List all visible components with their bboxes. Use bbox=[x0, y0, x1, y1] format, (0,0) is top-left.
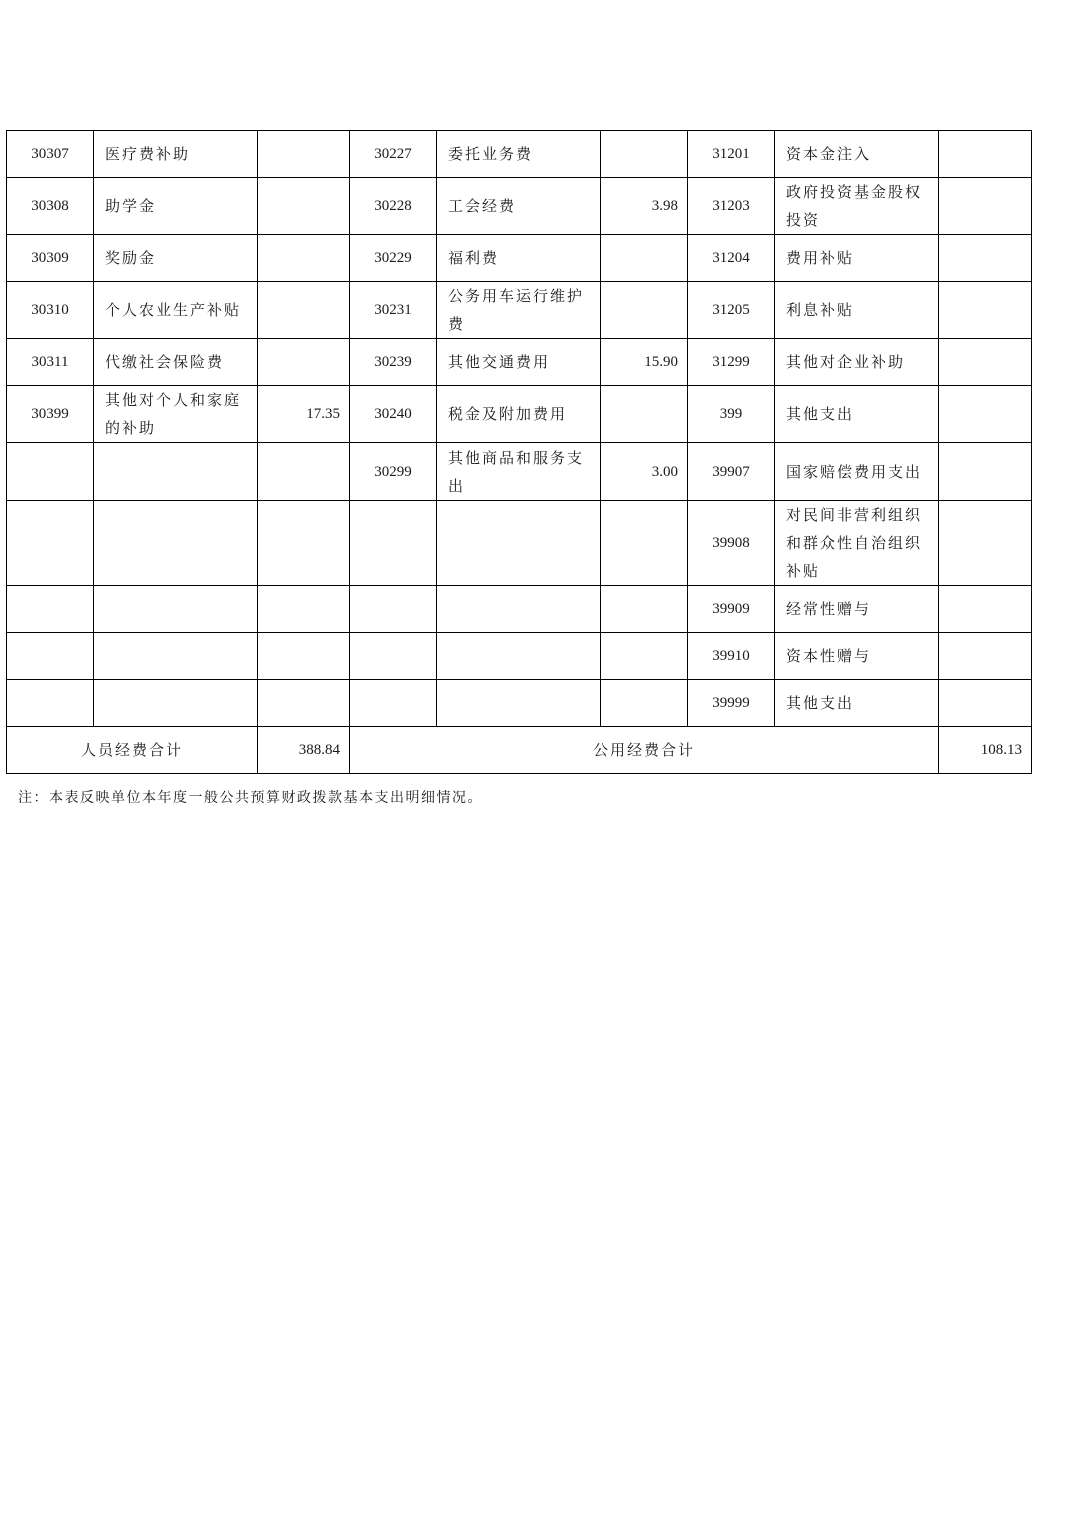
code-2: 30299 bbox=[350, 443, 437, 501]
amount-1 bbox=[258, 131, 350, 178]
amount-3 bbox=[939, 501, 1032, 586]
amount-1 bbox=[258, 235, 350, 282]
name-3: 其他支出 bbox=[775, 386, 939, 443]
public-total-label: 公用经费合计 bbox=[350, 727, 939, 774]
amount-2 bbox=[601, 131, 688, 178]
table-note: 注：本表反映单位本年度一般公共预算财政拨款基本支出明细情况。 bbox=[18, 790, 483, 806]
amount-2: 3.00 bbox=[601, 443, 688, 501]
table-row bbox=[7, 443, 1032, 501]
name-3: 国家赔偿费用支出 bbox=[775, 443, 939, 501]
name-1: 代缴社会保险费 bbox=[94, 339, 258, 386]
amount-2 bbox=[601, 386, 688, 443]
name-3: 利息补贴 bbox=[775, 282, 939, 339]
name-2: 公务用车运行维护费 bbox=[437, 282, 601, 339]
code-1 bbox=[7, 680, 94, 727]
code-2: 30239 bbox=[350, 339, 437, 386]
code-3: 399 bbox=[688, 386, 775, 443]
code-1 bbox=[7, 633, 94, 680]
name-2: 工会经费 bbox=[437, 178, 601, 235]
amount-3 bbox=[939, 680, 1032, 727]
amount-3 bbox=[939, 131, 1032, 178]
code-2 bbox=[350, 501, 437, 586]
amount-2: 15.90 bbox=[601, 339, 688, 386]
name-3: 经常性赠与 bbox=[775, 586, 939, 633]
amount-3 bbox=[939, 386, 1032, 443]
code-3: 39910 bbox=[688, 633, 775, 680]
name-1 bbox=[94, 443, 258, 501]
table-row bbox=[7, 282, 1032, 339]
table-row bbox=[7, 386, 1032, 443]
amount-3 bbox=[939, 443, 1032, 501]
code-3: 39909 bbox=[688, 586, 775, 633]
name-2 bbox=[437, 680, 601, 727]
code-1: 30309 bbox=[7, 235, 94, 282]
name-2: 其他交通费用 bbox=[437, 339, 601, 386]
table-row bbox=[7, 178, 1032, 235]
code-1 bbox=[7, 443, 94, 501]
code-3: 31299 bbox=[688, 339, 775, 386]
code-2: 30228 bbox=[350, 178, 437, 235]
name-1: 个人农业生产补贴 bbox=[94, 282, 258, 339]
name-1 bbox=[94, 586, 258, 633]
amount-1 bbox=[258, 282, 350, 339]
name-2: 税金及附加费用 bbox=[437, 386, 601, 443]
code-2 bbox=[350, 586, 437, 633]
table-row bbox=[7, 633, 1032, 680]
code-2: 30240 bbox=[350, 386, 437, 443]
code-1: 30311 bbox=[7, 339, 94, 386]
name-3: 资本金注入 bbox=[775, 131, 939, 178]
totals-row bbox=[7, 727, 1032, 774]
table-row bbox=[7, 235, 1032, 282]
name-2 bbox=[437, 501, 601, 586]
amount-2 bbox=[601, 282, 688, 339]
name-1: 医疗费补助 bbox=[94, 131, 258, 178]
amount-1 bbox=[258, 501, 350, 586]
name-1 bbox=[94, 680, 258, 727]
amount-2: 3.98 bbox=[601, 178, 688, 235]
amount-2 bbox=[601, 235, 688, 282]
name-1: 助学金 bbox=[94, 178, 258, 235]
amount-2 bbox=[601, 680, 688, 727]
amount-1 bbox=[258, 633, 350, 680]
code-2 bbox=[350, 633, 437, 680]
code-3: 39999 bbox=[688, 680, 775, 727]
amount-1: 17.35 bbox=[258, 386, 350, 443]
code-3: 31201 bbox=[688, 131, 775, 178]
name-3: 其他支出 bbox=[775, 680, 939, 727]
name-3: 资本性赠与 bbox=[775, 633, 939, 680]
amount-3 bbox=[939, 339, 1032, 386]
name-3: 其他对企业补助 bbox=[775, 339, 939, 386]
code-1 bbox=[7, 586, 94, 633]
code-2: 30231 bbox=[350, 282, 437, 339]
code-1: 30310 bbox=[7, 282, 94, 339]
amount-1 bbox=[258, 443, 350, 501]
name-1: 奖励金 bbox=[94, 235, 258, 282]
table-row bbox=[7, 339, 1032, 386]
amount-2 bbox=[601, 633, 688, 680]
table-row bbox=[7, 501, 1032, 586]
personnel-total-value: 388.84 bbox=[258, 727, 350, 774]
table-row bbox=[7, 586, 1032, 633]
name-1 bbox=[94, 633, 258, 680]
public-total-value: 108.13 bbox=[939, 727, 1032, 774]
code-1: 30399 bbox=[7, 386, 94, 443]
code-3: 31203 bbox=[688, 178, 775, 235]
code-2 bbox=[350, 680, 437, 727]
name-1: 其他对个人和家庭的补助 bbox=[94, 386, 258, 443]
name-3: 费用补贴 bbox=[775, 235, 939, 282]
name-2 bbox=[437, 586, 601, 633]
code-1 bbox=[7, 501, 94, 586]
code-3: 39908 bbox=[688, 501, 775, 586]
budget-detail-table bbox=[6, 130, 1032, 774]
table-row bbox=[7, 680, 1032, 727]
amount-3 bbox=[939, 282, 1032, 339]
amount-1 bbox=[258, 178, 350, 235]
amount-1 bbox=[258, 339, 350, 386]
name-3: 政府投资基金股权投资 bbox=[775, 178, 939, 235]
name-2: 委托业务费 bbox=[437, 131, 601, 178]
amount-3 bbox=[939, 178, 1032, 235]
personnel-total-label: 人员经费合计 bbox=[7, 727, 258, 774]
code-1: 30307 bbox=[7, 131, 94, 178]
amount-2 bbox=[601, 501, 688, 586]
name-2 bbox=[437, 633, 601, 680]
code-2: 30229 bbox=[350, 235, 437, 282]
name-3: 对民间非营利组织和群众性自治组织补贴 bbox=[775, 501, 939, 586]
amount-3 bbox=[939, 235, 1032, 282]
code-3: 31204 bbox=[688, 235, 775, 282]
code-3: 39907 bbox=[688, 443, 775, 501]
amount-1 bbox=[258, 586, 350, 633]
name-2: 其他商品和服务支出 bbox=[437, 443, 601, 501]
amount-3 bbox=[939, 586, 1032, 633]
code-1: 30308 bbox=[7, 178, 94, 235]
name-1 bbox=[94, 501, 258, 586]
amount-1 bbox=[258, 680, 350, 727]
code-2: 30227 bbox=[350, 131, 437, 178]
name-2: 福利费 bbox=[437, 235, 601, 282]
amount-2 bbox=[601, 586, 688, 633]
table-row bbox=[7, 131, 1032, 178]
code-3: 31205 bbox=[688, 282, 775, 339]
amount-3 bbox=[939, 633, 1032, 680]
